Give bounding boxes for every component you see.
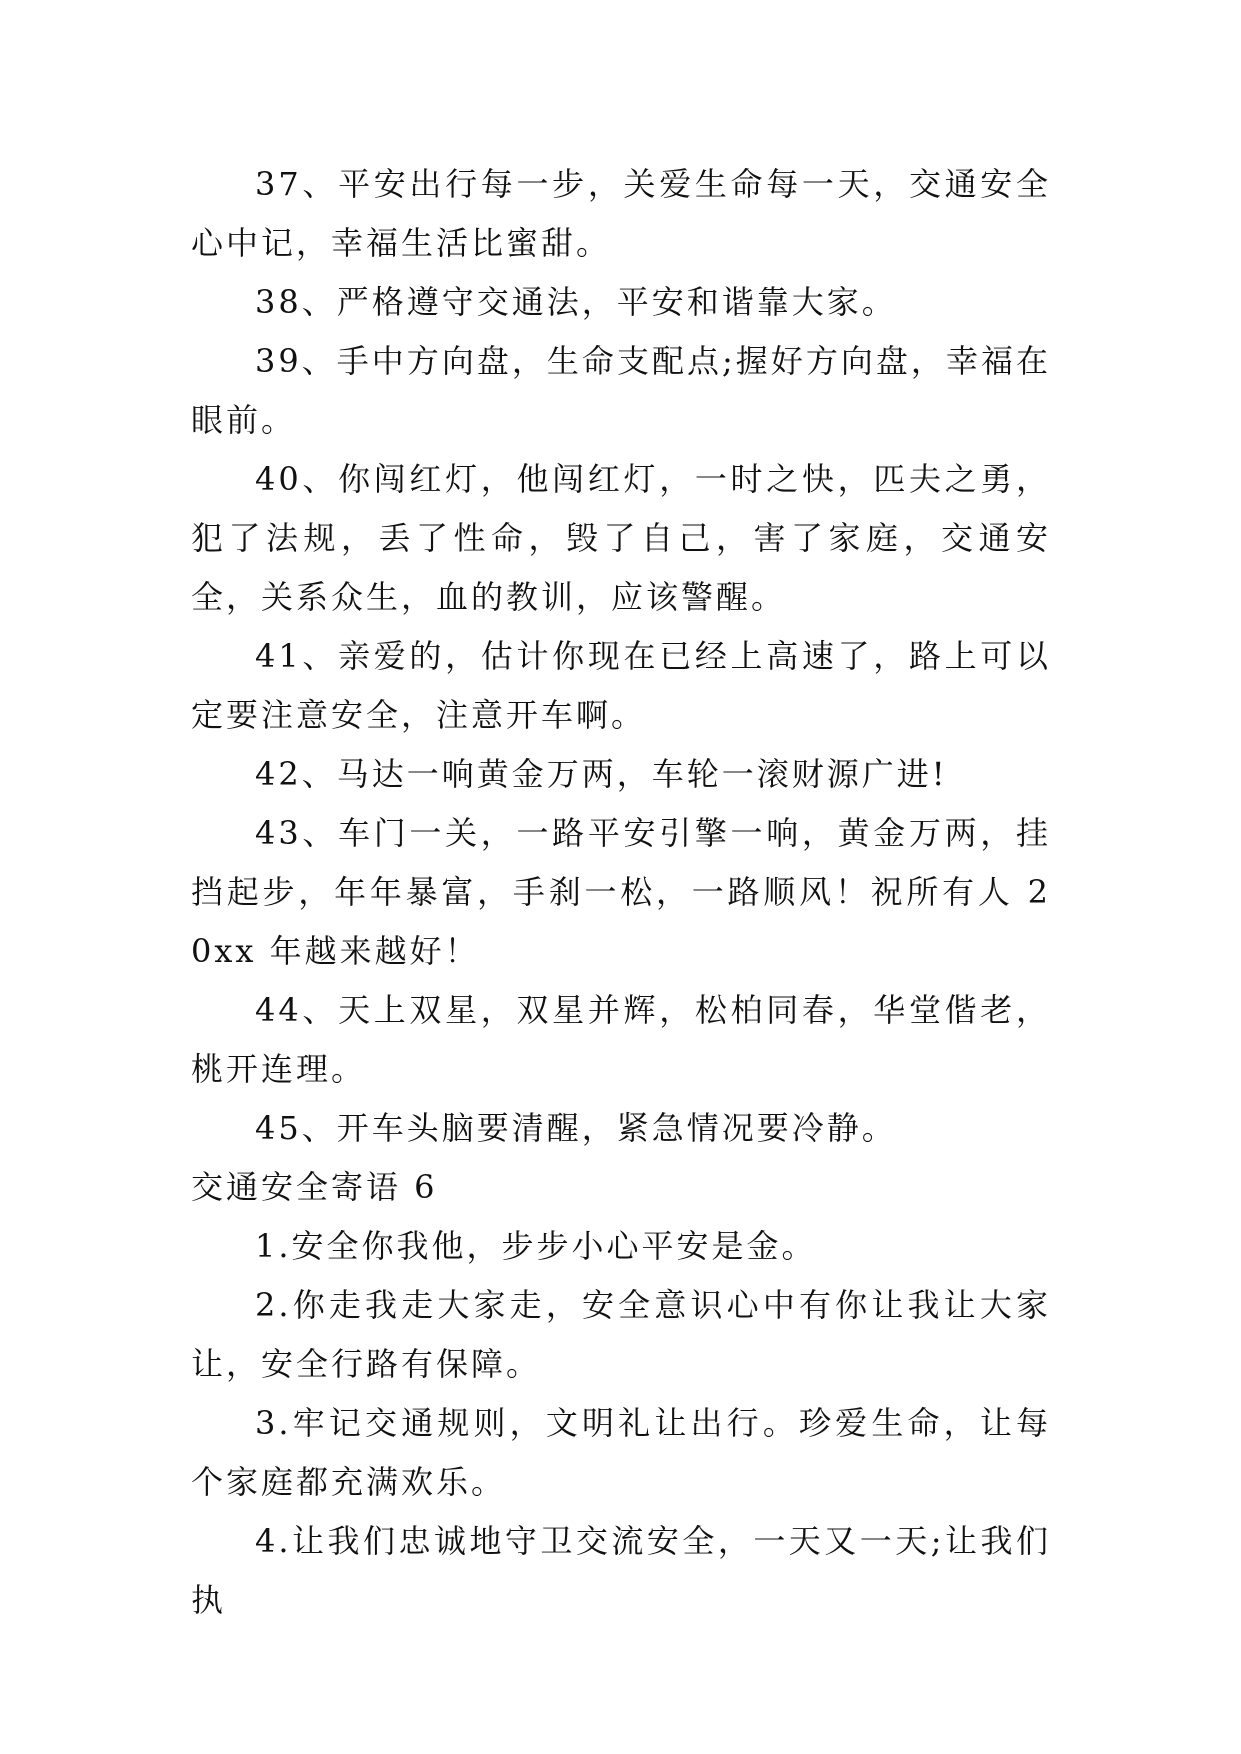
paragraph-item-4: 4.让我们忠诚地守卫交流安全，一天又一天;让我们执 — [191, 1522, 1051, 1619]
paragraph-40: 40、你闯红灯，他闯红灯，一时之快，匹夫之勇，犯了法规，丢了性命，毁了自己，害了家庭，交通安全，关系众生，血的教训，应该警醒。 — [191, 460, 1051, 616]
paragraph-37: 37、平安出行每一步，关爱生命每一天，交通安全心中记，幸福生活比蜜甜。 — [191, 165, 1051, 262]
paragraph-43: 43、车门一关，一路平安引擎一响，黄金万两，挂挡起步，年年暴富，手刹一松，一路顺风！祝所有人 20xx 年越来越好！ — [191, 814, 1051, 970]
document-page — [191, 155, 1051, 1630]
paragraph-42: 42、马达一响黄金万两，车轮一滚财源广进! — [255, 755, 948, 793]
section-title: 交通安全寄语 6 — [191, 1168, 438, 1206]
paragraph-44: 44、天上双星，双星并辉，松柏同春，华堂偕老，桃开连理。 — [191, 991, 1051, 1088]
paragraph-item-2: 2.你走我走大家走，安全意识心中有你让我让大家让，安全行路有保障。 — [191, 1286, 1051, 1383]
paragraph-item-3: 3.牢记交通规则，文明礼让出行。珍爱生命，让每个家庭都充满欢乐。 — [191, 1404, 1051, 1501]
paragraph-39: 39、手中方向盘，生命支配点;握好方向盘，幸福在眼前。 — [191, 342, 1051, 439]
paragraph-item-1: 1.安全你我他，步步小心平安是金。 — [255, 1227, 817, 1265]
paragraph-41: 41、亲爱的，估计你现在已经上高速了，路上可以定要注意安全，注意开车啊。 — [191, 637, 1051, 734]
paragraph-45: 45、开车头脑要清醒，紧急情况要冷静。 — [255, 1109, 897, 1147]
paragraph-38: 38、严格遵守交通法，平安和谐靠大家。 — [255, 283, 897, 321]
